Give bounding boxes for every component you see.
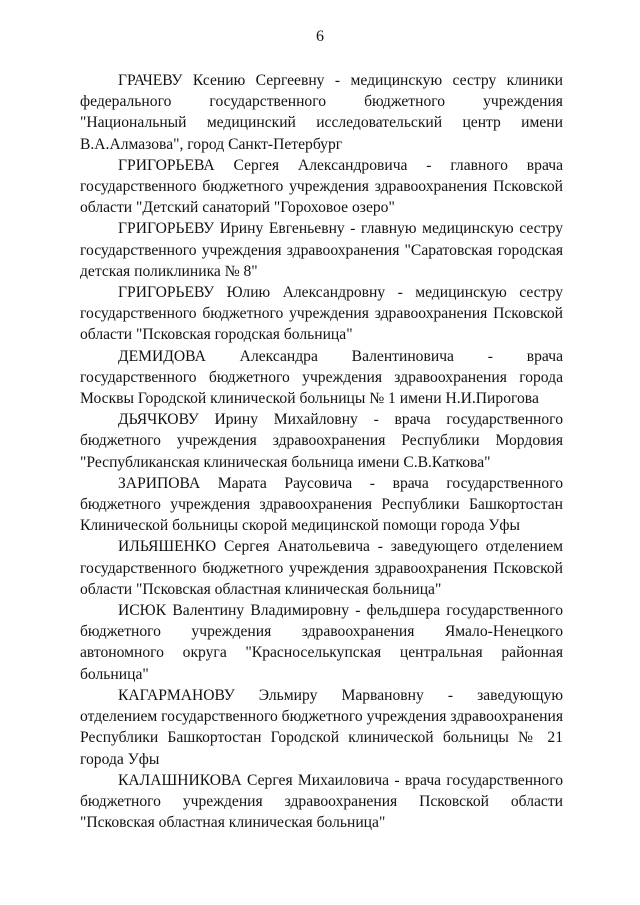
list-item: ИЛЬЯШЕНКО Сергея Анатольевича - заведующего отделением государственного бюджетного учреждения здравоохранения Псковской области "Псковская областная клиническая больница"	[80, 538, 563, 598]
list-item: ГРИГОРЬЕВУ Юлию Александровну - медицинскую сестру государственного бюджетного учреждения здравоохранения Псковской области "Псковская городская больница"	[80, 284, 563, 344]
list-item: ГРИГОРЬЕВУ Ирину Евгеньевну - главную медицинскую сестру государственного учреждения здравоохранения "Саратовская городская детская поликлиника № 8"	[80, 220, 563, 280]
award-list	[80, 70, 563, 833]
list-item: ГРИГОРЬЕВА Сергея Александровича - главного врача государственного бюджетного учреждения здравоохранения Псковской области "Детский санаторий "Гороховое озеро"	[80, 156, 563, 217]
list-item: ИСЮК Валентину Владимировну - фельдшера государственного бюджетного учреждения здравоохранения Ямало-Ненецкого автономного округа "Красноселькупская центральная районная больница"	[80, 602, 563, 683]
list-item: ДЕМИДОВА Александра Валентиновича - врача государственного бюджетного учреждения здравоохранения города Москвы Городской клинической больницы № 1 имени Н.И.Пирогова	[80, 347, 563, 408]
list-item: ЗАРИПОВА Марата Раусовича - врача государственного бюджетного учреждения здравоохранения Республики Башкортостан Клинической больницы скорой медицинской помощи города Уфы	[80, 474, 563, 535]
list-item: ГРАЧЕВУ Ксению Сергеевну - медицинскую сестру клиники федерального государственного бюджетного учреждения "Национальный медицинский исследовательский центр имени В.А.Алмазова", город Санкт-Петербург	[80, 72, 563, 153]
list-item: КАГАРМАНОВУ Эльмиру Марвановну - заведующую отделением государственного бюджетного учреждения здравоохранения Республики Башкортостан Городской клинической больницы № 21 города Уфы	[80, 686, 563, 768]
list-item: ДЬЯЧКОВУ Ирину Михайловну - врача государственного бюджетного учреждения здравоохранения Республики Мордовия "Республиканская клиническая больница имени С.В.Каткова"	[80, 411, 563, 471]
page-number: 6	[316, 28, 324, 45]
list-item: КАЛАШНИКОВА Сергея Михаиловича - врача государственного бюджетного учреждения здравоохранения Псковской области "Псковская областная клиническая больница"	[80, 771, 563, 832]
